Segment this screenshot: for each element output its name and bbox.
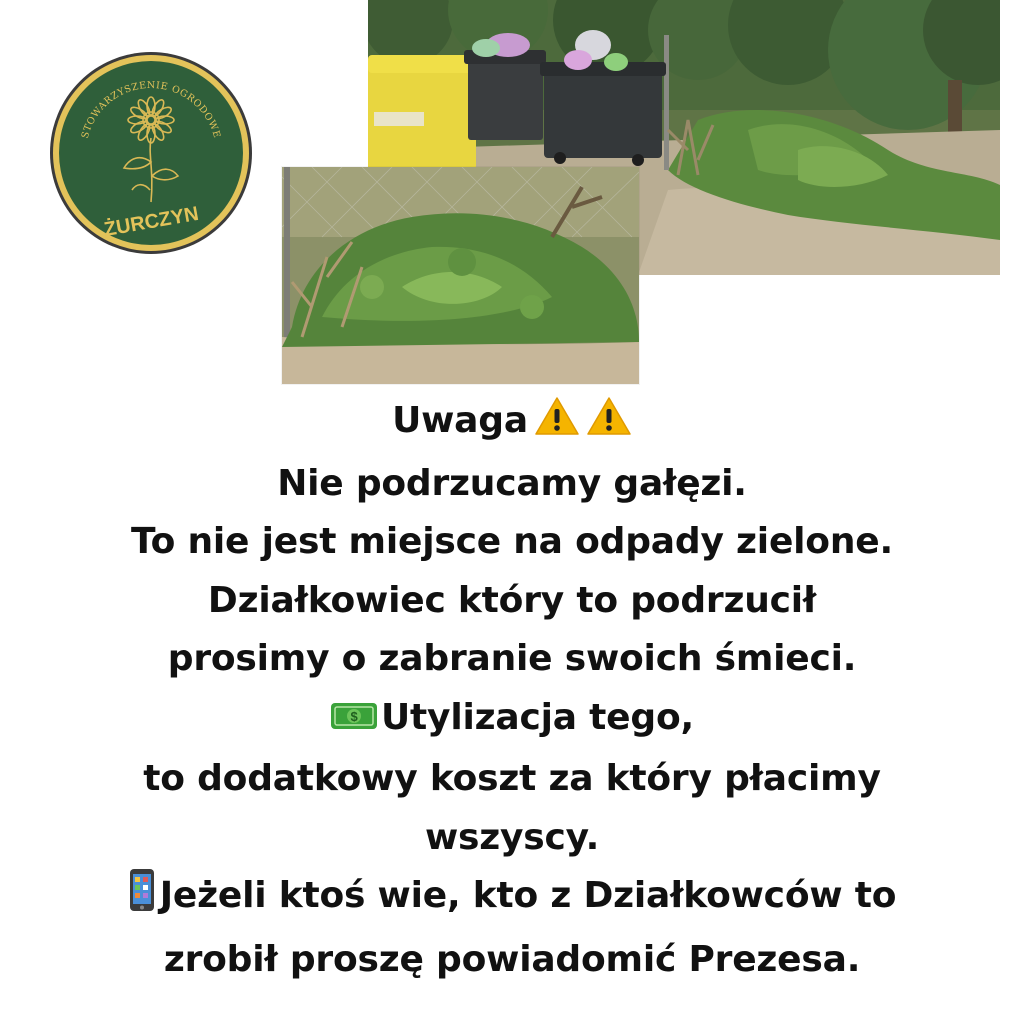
notice-line-9: zrobił proszę powiadomić Prezesa. (163, 938, 861, 980)
notice-heading-line (40, 392, 984, 455)
notice-heading: Uwaga (392, 400, 528, 441)
photo-pile-of-branches (282, 167, 639, 384)
notice-line-8: Jeżeli ktoś wie, kto z Działkowców to (159, 875, 897, 916)
phone-icon (128, 868, 156, 931)
notice-line-4: prosimy o zabranie swoich śmieci. (167, 638, 857, 679)
notice-line-5-row (40, 689, 984, 751)
notice-line-1: Nie podrzucamy gałęzi. (277, 462, 747, 504)
warning-icon (534, 396, 580, 455)
svg-text:$: $ (350, 708, 358, 724)
money-icon (330, 692, 378, 751)
notice-line-8-row (40, 867, 984, 931)
association-logo (48, 50, 254, 256)
logo-arc-text: STOWARZYSZENIE OGRODOWE (79, 79, 223, 140)
warning-icon (586, 396, 632, 455)
notice-line-2: To nie jest miejsce na odpady zielone. (131, 521, 893, 562)
notice-text-block (40, 392, 984, 989)
notice-line-3: Działkowiec który to podrzucił (207, 579, 817, 621)
notice-line-5: Utylizacja tego, (381, 696, 694, 738)
logo-name: ŻURCZYN (102, 202, 201, 242)
notice-line-6: to dodatkowy koszt za który płacimy (143, 758, 881, 799)
notice-line-7: wszyscy. (424, 816, 600, 858)
